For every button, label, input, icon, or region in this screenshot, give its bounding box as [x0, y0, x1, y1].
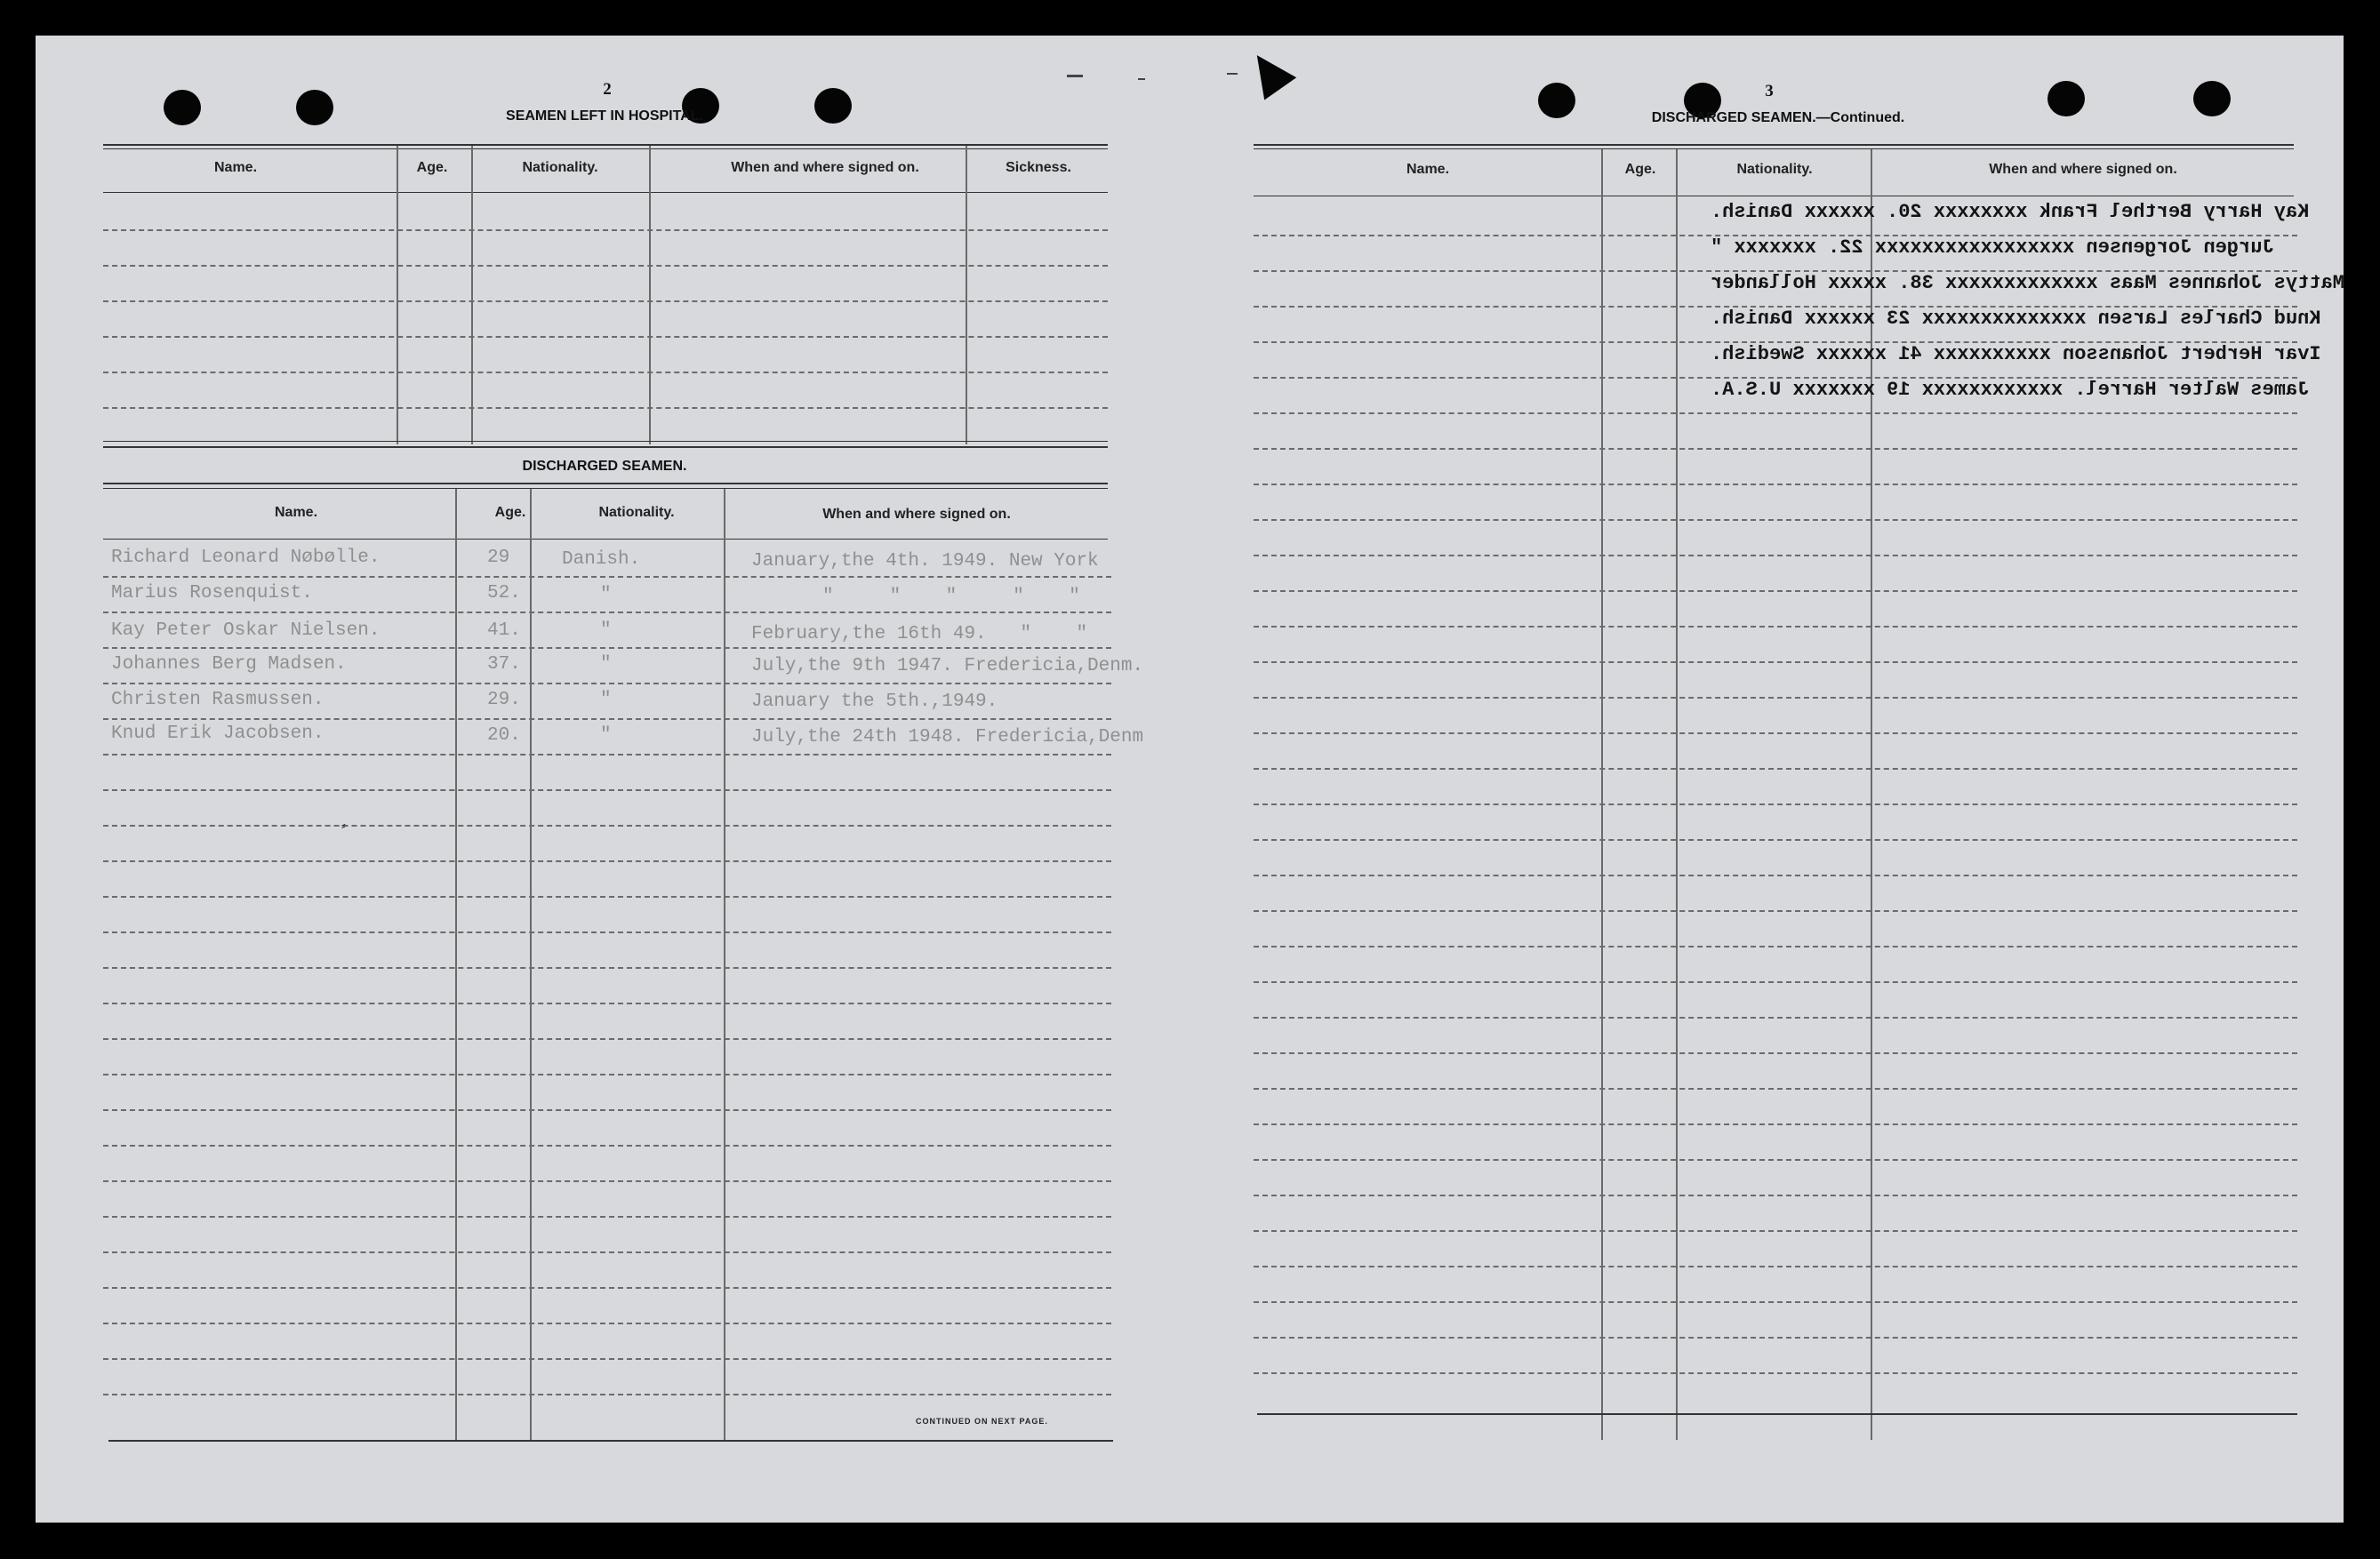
- row-rule: [103, 718, 1111, 720]
- right-table-bottom-rule: [1257, 1413, 2297, 1415]
- row-rule: [103, 612, 1111, 613]
- seaman-signed-on: July,the 9th 1947. Fredericia,Denm.: [751, 656, 1144, 676]
- hospital-table-top-rule-2: [103, 148, 1108, 149]
- seaman-signed-on: January,the 4th. 1949. New York: [751, 551, 1099, 572]
- hospital-row-line: [103, 265, 1108, 267]
- stray-mark: [1138, 78, 1145, 80]
- discharged-col-signed-on: When and where signed on.: [822, 507, 1011, 522]
- row-rule: [103, 1251, 1111, 1253]
- punch-hole: [2047, 81, 2085, 116]
- row-rule: [103, 1145, 1111, 1147]
- seaman-name: Johannes Berg Madsen.: [111, 654, 347, 675]
- row-rule: [103, 1358, 1111, 1360]
- seaman-nationality: ": [600, 654, 612, 675]
- row-rule: [103, 1323, 1111, 1324]
- seaman-name: Marius Rosenquist.: [111, 583, 313, 604]
- row-rule: [1254, 661, 2297, 663]
- hospital-row-line: [103, 300, 1108, 302]
- row-rule: [1254, 981, 2297, 983]
- row-rule: [103, 683, 1111, 684]
- row-rule: [103, 1109, 1111, 1111]
- stray-pencil-mark: ⸗: [341, 818, 346, 832]
- row-rule: [1254, 1337, 2297, 1339]
- seaman-signed-on: January the 5th.,1949.: [751, 692, 998, 712]
- hospital-col-name: Name.: [213, 160, 258, 175]
- discharged-section-title: DISCHARGED SEAMEN.: [522, 459, 687, 474]
- row-rule: [1254, 946, 2297, 947]
- punch-hole: [164, 90, 201, 125]
- stray-mark: [1067, 75, 1083, 77]
- discharged-col-divider: [455, 489, 457, 1440]
- row-rule: [1254, 590, 2297, 592]
- row-rule: [1254, 1266, 2297, 1267]
- seaman-name: Richard Leonard Nøbølle.: [111, 548, 381, 568]
- hospital-col-sickness: Sickness.: [1006, 160, 1071, 175]
- row-rule: [103, 1287, 1111, 1289]
- right-col-nationality: Nationality.: [1736, 162, 1813, 177]
- hospital-col-signed-on: When and where signed on.: [731, 160, 919, 175]
- hospital-header-rule: [103, 192, 1108, 193]
- seaman-age: 29: [487, 548, 510, 568]
- right-table-top-rule-2: [1254, 148, 2294, 149]
- row-rule: [1254, 1230, 2297, 1232]
- offset-row: Jurgen Jorgensen xxxxxxxxxxxxxxxxx 22. xxxxxxx ": [1711, 236, 2274, 259]
- row-rule: [1254, 412, 2297, 414]
- hospital-col-age: Age.: [416, 160, 448, 175]
- row-rule: [103, 754, 1111, 756]
- offset-row: Knud Charles Larsen xxxxxxxxxxxxxx 23 xxxxxx Danish.: [1711, 308, 2321, 330]
- seaman-signed-on: February,the 16th 49. " ": [751, 624, 1088, 644]
- seaman-nationality: ": [600, 585, 612, 605]
- hospital-col-divider: [649, 146, 651, 444]
- discharged-table-top-rule-2: [103, 488, 1108, 489]
- seaman-age: 41.: [487, 620, 521, 641]
- hospital-col-divider: [471, 146, 473, 444]
- hospital-row-line: [103, 407, 1108, 409]
- row-rule: [103, 576, 1111, 578]
- discharged-table-top-rule: [103, 483, 1108, 484]
- seaman-age: 20.: [487, 725, 521, 746]
- row-rule: [103, 647, 1111, 649]
- document-sheet: [36, 36, 2344, 1523]
- row-rule: [1254, 519, 2297, 521]
- seaman-name: Knud Erik Jacobsen.: [111, 724, 325, 744]
- seaman-age: 37.: [487, 654, 521, 675]
- row-rule: [103, 1074, 1111, 1075]
- offset-row: Ivar Herbert Johansson xxxxxxxxxx 41 xxxxxx Swedish.: [1711, 343, 2321, 365]
- hospital-row-line: [103, 372, 1108, 373]
- punch-hole: [296, 90, 333, 125]
- row-rule: [103, 1003, 1111, 1004]
- row-rule: [1254, 839, 2297, 841]
- discharged-table-bottom-rule: [108, 1440, 1113, 1442]
- hospital-row-line: [103, 229, 1108, 231]
- row-rule: [1254, 555, 2297, 556]
- seaman-name: Kay Peter Oskar Nielsen.: [111, 620, 381, 641]
- discharged-header-rule: [103, 539, 1108, 540]
- row-rule: [103, 896, 1111, 898]
- row-rule: [1254, 1017, 2297, 1019]
- seaman-signed-on: " " " " ": [822, 587, 1080, 607]
- hospital-col-nationality: Nationality.: [522, 160, 598, 175]
- discharged-col-divider: [530, 489, 532, 1440]
- row-rule: [103, 967, 1111, 969]
- row-rule: [103, 1216, 1111, 1218]
- row-rule: [103, 1038, 1111, 1040]
- hospital-section-title: SEAMEN LEFT IN HOSPITAL.: [506, 108, 703, 124]
- seaman-nationality: Danish.: [562, 549, 641, 570]
- right-col-age: Age.: [1624, 162, 1656, 177]
- discharged-col-age: Age.: [494, 505, 526, 520]
- row-rule: [1254, 1372, 2297, 1374]
- row-rule: [103, 931, 1111, 933]
- hospital-col-divider: [397, 146, 398, 444]
- hospital-table-top-rule: [103, 144, 1108, 146]
- offset-row: Mattys Johannes Maas xxxxxxxxxxxxx 38. xxxxx Hollander: [1711, 272, 2344, 294]
- row-rule: [1254, 875, 2297, 876]
- right-table-top-rule: [1254, 144, 2294, 146]
- offset-row: James Walter Harrel. xxxxxxxxxxxx 19 xxxxxxx U.S.A.: [1711, 379, 2310, 401]
- seaman-age: 52.: [487, 583, 521, 604]
- punch-hole: [2193, 81, 2231, 116]
- row-rule: [1254, 1159, 2297, 1161]
- row-rule: [1254, 803, 2297, 805]
- hospital-row-line: [103, 336, 1108, 338]
- row-rule: [103, 1180, 1111, 1182]
- row-rule: [1254, 697, 2297, 699]
- discharged-col-divider: [724, 489, 725, 1440]
- row-rule: [1254, 732, 2297, 734]
- seaman-name: Christen Rasmussen.: [111, 690, 325, 710]
- row-rule: [103, 825, 1111, 827]
- discharged-col-name: Name.: [274, 505, 318, 520]
- right-col-signed-on: When and where signed on.: [1989, 162, 2177, 177]
- page-number-right: 3: [1765, 82, 1774, 100]
- row-rule: [1254, 448, 2297, 450]
- row-rule: [103, 789, 1111, 791]
- row-rule: [1254, 1301, 2297, 1303]
- row-rule: [1254, 1088, 2297, 1090]
- row-rule: [1254, 484, 2297, 485]
- seaman-signed-on: July,the 24th 1948. Fredericia,Denm: [751, 727, 1144, 748]
- hospital-table-bottom-rule-2: [103, 446, 1108, 448]
- right-section-title: DISCHARGED SEAMEN.—Continued.: [1651, 110, 1905, 125]
- offset-row: Kay Harry Berthel Frank xxxxxxxx 20. xxxxxx Danish.: [1711, 201, 2310, 223]
- row-rule: [1254, 768, 2297, 770]
- row-rule: [1254, 910, 2297, 912]
- continued-note: CONTINUED ON NEXT PAGE.: [916, 1417, 1048, 1426]
- right-col-name: Name.: [1406, 162, 1450, 177]
- punch-hole: [814, 88, 852, 124]
- row-rule: [1254, 1195, 2297, 1196]
- seaman-nationality: ": [600, 690, 612, 710]
- row-rule: [103, 1394, 1111, 1395]
- seaman-nationality: ": [600, 725, 612, 746]
- row-rule: [1254, 626, 2297, 628]
- hospital-table-bottom-rule: [103, 441, 1108, 442]
- hospital-col-divider: [966, 146, 967, 444]
- discharged-col-nationality: Nationality.: [598, 505, 675, 520]
- page-number-left: 2: [603, 80, 612, 99]
- row-rule: [1254, 1052, 2297, 1054]
- row-rule: [1254, 1123, 2297, 1125]
- seaman-nationality: ": [600, 620, 612, 641]
- seaman-age: 29.: [487, 690, 521, 710]
- ink-blot: [1241, 44, 1296, 100]
- row-rule: [103, 860, 1111, 862]
- stray-mark: [1227, 73, 1238, 75]
